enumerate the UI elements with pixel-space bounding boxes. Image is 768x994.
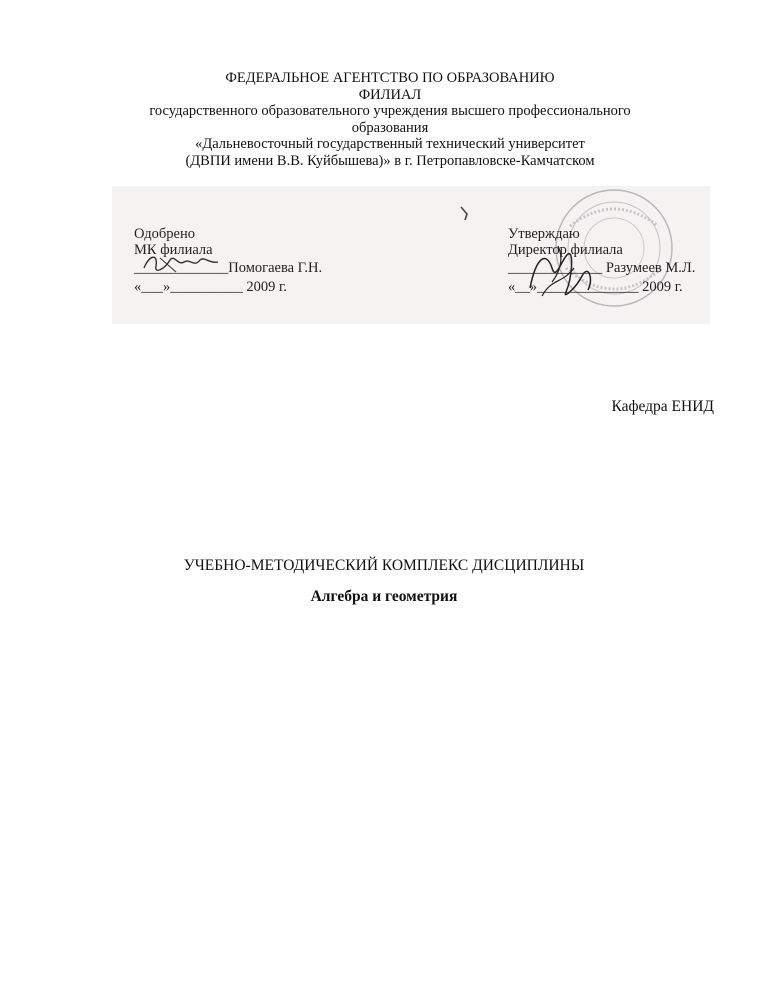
signature-left-icon [140, 248, 240, 278]
subject-name: Алгебра и геометрия [310, 588, 458, 605]
approved-date-line: «___»__________ 2009 г. [134, 279, 287, 295]
signature-right-icon [522, 238, 612, 304]
header-institution-type: государственного образовательного учреждения высшего профессионального [149, 103, 631, 119]
scan-mark-icon [458, 204, 474, 222]
approval-scan [112, 186, 710, 324]
approved-label: Одобрено [134, 226, 195, 242]
institution-header [60, 70, 720, 169]
approve-label: Утверждаю [508, 226, 580, 242]
approve-position: Директор филиала [508, 242, 623, 258]
header-university-location: (ДВПИ имени В.В. Куйбышева)» в г. Петропавловске-Камчатском [185, 152, 595, 169]
header-university-name: «Дальневосточный государственный технический университет [195, 136, 585, 152]
approve-signature-line: _____________ Разумеев М.Л. [508, 260, 696, 276]
header-branch: ФИЛИАЛ [358, 86, 422, 103]
approved-committee: МК филиала [134, 242, 213, 258]
document-title: УЧЕБНО-МЕТОДИЧЕСКИЙ КОМПЛЕКС ДИСЦИПЛИНЫ [183, 557, 585, 574]
approve-date-line: «__»______________ 2009 г. [508, 279, 683, 295]
header-institution-type-cont: образования [351, 119, 429, 136]
header-agency: ФЕДЕРАЛЬНОЕ АГЕНТСТВО ПО ОБРАЗОВАНИЮ [225, 70, 555, 86]
approved-signature-line: _____________Помогаева Г.Н. [134, 260, 323, 276]
department-name: Кафедра ЕНИД [611, 398, 714, 415]
